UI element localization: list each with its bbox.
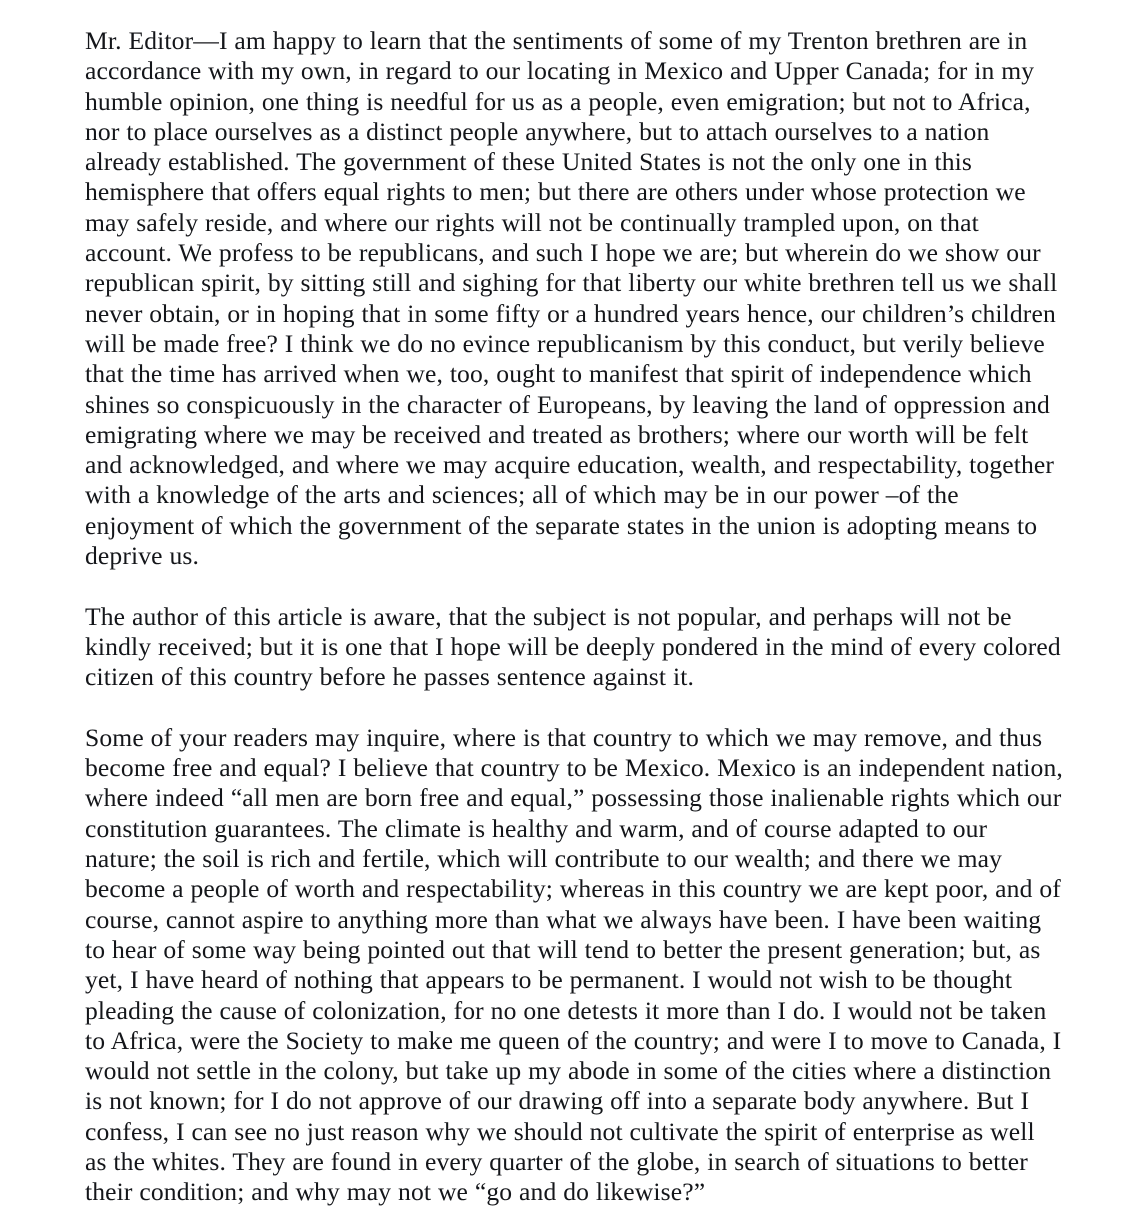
paragraph-1: Mr. Editor—I am happy to learn that the sentiments of some of my Trenton brethren are in accordance with my own, in regard to our locating in Mexico and Upper Canada; for in my humble opinion, one thing is needful for us as a people, even emigration; but not to Africa, nor to place ourselves as a distinct people anywhere, but to attach ourselves to a nation already established. The government of these United States is not the only one in this hemisphere that offers equal rights to men; but there are others under whose protection we may safely reside, and where our rights will not be continually trampled upon, on that account. We profess to be republicans, and such I hope we are; but wherein do we show our republican spirit, by sitting still and sighing for that liberty our white brethren tell us we shall never obtain, or in hoping that in some fifty or a hundred years hence, our children’s children will be made free? I think we do no evince republicanism by this conduct, but verily believe that the time has arrived when we, too, ought to manifest that spirit of independence which shines so conspicuously in the character of Europeans, by leaving the land of oppression and emigrating where we may be received and treated as brothers; where our worth will be felt and acknowledged, and where we may acquire education, wealth, and respectability, together with a knowledge of the arts and sciences; all of which may be in our power –of the enjoyment of which the government of the separate states in the union is adopting means to deprive us.: [85, 26, 1058, 571]
paragraph-2: The author of this article is aware, that the subject is not popular, and perhaps will not be kindly received; but it is one that I hope will be deeply pondered in the mind of every colored citizen of this country before he passes sentence against it.: [85, 601, 1061, 692]
document-body: [85, 26, 1063, 1208]
paragraph-3: Some of your readers may inquire, where is that country to which we may remove, and thus become free and equal? I believe that country to be Mexico. Mexico is an independent nation, where indeed “all men are born free and equal,” possessing those inalienable rights which our constitution guarantees. The climate is healthy and warm, and of course adapted to our nature; the soil is rich and fertile, which will contribute to our wealth; and there we may become a people of worth and respectability; whereas in this country we are kept poor, and of course, cannot aspire to anything more than what we always have been. I have been waiting to hear of some way being pointed out that will tend to better the present generation; but, as yet, I have heard of nothing that appears to be permanent. I would not wish to be thought pleading the cause of colonization, for no one detests it more than I do. I would not be taken to Africa, were the Society to make me queen of the country; and were I to move to Canada, I would not settle in the colony, but take up my abode in some of the cities where a distinction is not known; for I do not approve of our drawing off into a separate body anywhere. But I confess, I can see no just reason why we should not cultivate the spirit of enterprise as well as the whites. They are found in every quarter of the globe, in search of situations to better their condition; and why may not we “go and do likewise?”: [85, 722, 1063, 1207]
